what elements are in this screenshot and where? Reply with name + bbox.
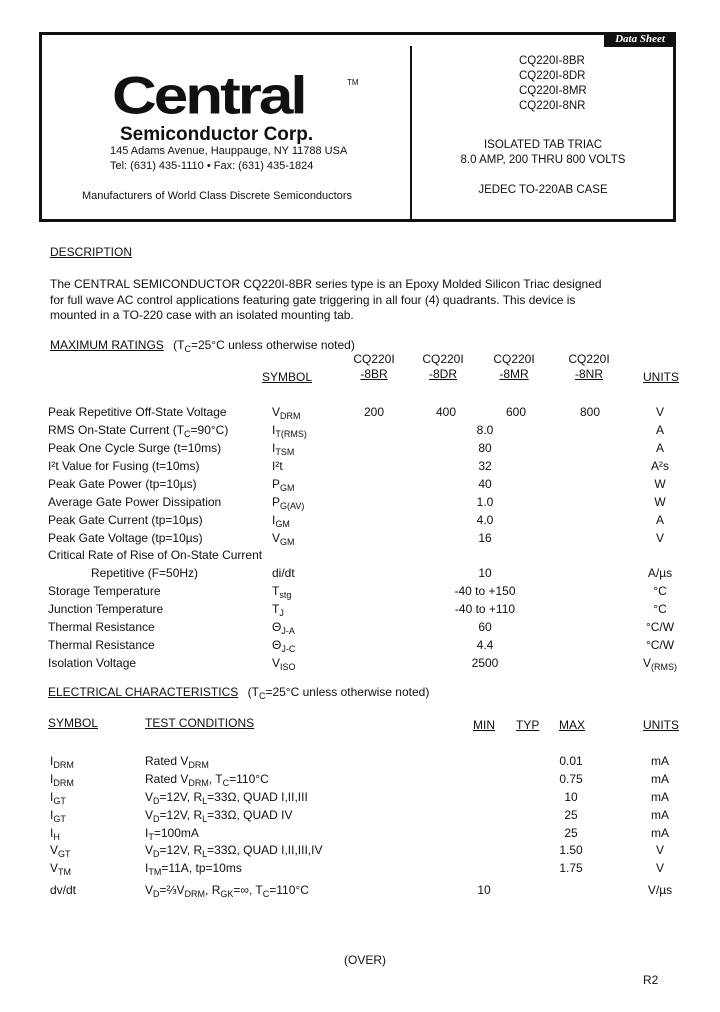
elec-condition: $I_{TM}=11A$, tp=10ms <box>145 861 242 877</box>
max-ratings-symbol-header: SYMBOL <box>262 370 313 384</box>
elec-condition: Rated $V_{DRM}$, $T_C=110^\circ C$ <box>145 772 269 788</box>
rating-unit: V <box>655 405 664 419</box>
rating-symbol: $T_{stg}$ <box>272 584 292 600</box>
rating-value: 600 <box>505 405 527 419</box>
elec-min-header: MIN <box>473 718 495 732</box>
elec-symbol: $I_{GT}$ <box>50 790 66 806</box>
description-heading: DESCRIPTION <box>50 245 133 259</box>
trademark-mark: TM <box>347 78 359 87</box>
rating-value: 2500 <box>471 656 499 670</box>
rating-parameter: Critical Rate of Rise of On-State Current <box>48 548 263 562</box>
rating-value: 4.4 <box>476 638 494 652</box>
elec-symbol: $I_H$ <box>50 826 60 842</box>
rating-value: 80 <box>478 441 492 455</box>
rating-parameter: Storage Temperature <box>48 584 161 598</box>
elec-condition: $V_D=12V$, $R_L=33\Omega$, QUAD I,II,III,IV <box>145 843 323 859</box>
elec-max: 0.75 <box>559 772 583 786</box>
device-rating: 8.0 AMP, 200 THRU 800 VOLTS <box>460 154 626 166</box>
rating-parameter: Junction Temperature <box>48 602 164 616</box>
elec-symbol: $V_{TM}$ <box>50 861 72 877</box>
elec-symbol: dv/dt <box>50 883 77 897</box>
part-number: CQ220I-8BR <box>519 55 585 67</box>
elec-unit: V/µs <box>647 883 673 897</box>
device-type: ISOLATED TAB TRIAC <box>483 139 602 151</box>
rating-value: 200 <box>363 405 385 419</box>
elec-max: 1.50 <box>559 843 583 857</box>
rating-parameter: Peak Repetitive Off-State Voltage <box>48 405 227 419</box>
rating-value: 32 <box>478 459 492 473</box>
rating-unit: °C/W <box>645 638 675 652</box>
rating-symbol: $\Theta_{J-C}$ <box>272 638 296 654</box>
elec-condition: $I_T=100mA$ <box>145 826 199 842</box>
rating-symbol: $V_{ISO}$ <box>272 656 296 672</box>
rating-value: 8.0 <box>476 423 494 437</box>
part-col-header: CQ220I -8NR <box>568 352 610 381</box>
rating-value: 10 <box>478 566 492 580</box>
elec-max: 1.75 <box>559 861 583 875</box>
description-line: for full wave AC control applications featuring gate triggering in all four (4) quadrants. This device is <box>50 292 576 307</box>
elec-condition: Rated $V_{DRM}$ <box>145 754 209 770</box>
revision-label: R2 <box>643 973 659 987</box>
rating-value: -40 to +110 <box>454 602 516 616</box>
rating-value: 400 <box>435 405 457 419</box>
elec-condition: $V_D=\frac{2}{3}V_{DRM}$, $R_{GK}=\infty$, $T_C=110^\circ C$ <box>145 883 309 899</box>
rating-symbol: $I_{TSM}$ <box>272 441 295 457</box>
part-col-header: CQ220I -8MR <box>493 352 535 381</box>
rating-symbol: $I_{GM}$ <box>272 513 290 529</box>
elec-min: 10 <box>477 883 491 897</box>
rating-unit: A²s <box>651 459 669 473</box>
part-number-list <box>519 54 587 114</box>
rating-unit: W <box>654 495 666 509</box>
rating-parameter: Repetitive (F=50Hz) <box>91 566 199 580</box>
rating-value: 800 <box>579 405 601 419</box>
elec-symbol: $I_{GT}$ <box>50 808 66 824</box>
rating-unit: A/µs <box>647 566 673 580</box>
elec-unit: mA <box>651 754 669 768</box>
rating-unit: A <box>655 441 664 455</box>
elec-heading: ELECTRICAL CHARACTERISTICS <box>48 685 239 699</box>
elec-unit: mA <box>651 772 669 786</box>
elec-symbol: $V_{GT}$ <box>50 843 71 859</box>
description-line: The CENTRAL SEMICONDUCTOR CQ220I-8BR series type is an Epoxy Molded Silicon Triac designed <box>50 277 602 291</box>
rating-parameter: Peak Gate Current (tp=10µs) <box>48 513 203 527</box>
rating-symbol: I²t <box>272 459 283 473</box>
rating-parameter: Thermal Resistance <box>48 638 155 652</box>
elec-max: 0.01 <box>559 754 583 768</box>
rating-symbol: $T_J$ <box>272 602 284 618</box>
description-text <box>50 277 602 324</box>
elec-max: 25 <box>564 826 578 840</box>
max-ratings-heading: MAXIMUM RATINGS <box>50 338 164 352</box>
rating-unit: °C/W <box>645 620 675 634</box>
rating-parameter: Peak Gate Voltage (tp=10µs) <box>48 531 203 545</box>
rating-unit: V <box>655 531 664 545</box>
rating-parameter: Thermal Resistance <box>48 620 155 634</box>
company-logo: Central <box>112 66 305 126</box>
elec-symbol: $I_{DRM}$ <box>50 754 74 770</box>
rating-value: 1.0 <box>476 495 494 509</box>
rating-symbol: $P_{GM}$ <box>272 477 295 493</box>
part-number: CQ220I-8NR <box>519 100 586 112</box>
rating-value: 40 <box>478 477 492 491</box>
rating-parameter: I²t Value for Fusing (t=10ms) <box>48 459 200 473</box>
company-phone-fax: Tel: (631) 435-1110 • Fax: (631) 435-1824 <box>110 160 314 172</box>
datasheet-tag: Data Sheet <box>604 32 676 47</box>
rating-parameter: RMS On-State Current $(T_C=90^\circ C)$ <box>48 423 229 439</box>
elec-max-header: MAX <box>559 718 586 732</box>
elec-typ-header: TYP <box>516 718 540 732</box>
rating-unit: A <box>655 513 664 527</box>
part-col-header: CQ220I -8DR <box>422 352 464 381</box>
part-number: CQ220I-8DR <box>519 70 586 82</box>
elec-unit: mA <box>651 790 669 804</box>
rating-unit: A <box>655 423 664 437</box>
elec-units-header: UNITS <box>643 718 679 732</box>
over-note: (OVER) <box>344 953 386 967</box>
rating-symbol: di/dt <box>272 566 295 580</box>
elec-symbol: $I_{DRM}$ <box>50 772 74 788</box>
rating-value: 60 <box>478 620 492 634</box>
elec-test-header: TEST CONDITIONS <box>145 716 255 730</box>
company-tagline: Manufacturers of World Class Discrete Semiconductors <box>82 190 353 202</box>
part-col-header: CQ220I -8BR <box>353 352 395 381</box>
elec-condition: $V_D=12V$, $R_L=33\Omega$, QUAD I,II,III <box>145 790 308 806</box>
elec-unit: V <box>655 861 664 875</box>
rating-symbol: $\Theta_{J-A}$ <box>272 620 295 636</box>
rating-parameter: Isolation Voltage <box>48 656 137 670</box>
elec-unit: V <box>655 843 664 857</box>
rating-value: 16 <box>478 531 492 545</box>
rating-unit: $V_{(RMS)}$ <box>642 656 677 672</box>
company-name: Semiconductor Corp. <box>120 124 314 145</box>
rating-symbol: $P_{G(AV)}$ <box>272 495 305 511</box>
elec-max: 25 <box>564 808 578 822</box>
rating-symbol: $V_{GM}$ <box>272 531 295 547</box>
description-line: mounted in a TO-220 case with an isolated mounting tab. <box>50 308 354 322</box>
rating-value: 4.0 <box>476 513 494 527</box>
max-ratings-condition: ($T_C=25^\circ C$ unless otherwise noted) <box>173 338 355 354</box>
rating-symbol: $V_{DRM}$ <box>272 405 301 421</box>
company-address: 145 Adams Avenue, Hauppauge, NY 11788 USA <box>110 145 348 157</box>
part-number: CQ220I-8MR <box>519 85 587 97</box>
elec-unit: mA <box>651 826 669 840</box>
elec-title <box>48 685 429 701</box>
rating-parameter: Peak Gate Power (tp=10µs) <box>48 477 197 491</box>
rating-value: -40 to +150 <box>454 584 516 598</box>
device-case: JEDEC TO-220AB CASE <box>478 184 608 196</box>
rating-symbol: $I_{T(RMS)}$ <box>272 423 307 439</box>
elec-unit: mA <box>651 808 669 822</box>
elec-symbol-header: SYMBOL <box>48 716 99 730</box>
rating-unit: °C <box>653 602 667 616</box>
rating-parameter: Peak One Cycle Surge (t=10ms) <box>48 441 222 455</box>
elec-max: 10 <box>564 790 578 804</box>
max-ratings-units-header: UNITS <box>643 370 679 384</box>
max-ratings-title <box>50 338 355 354</box>
rating-parameter: Average Gate Power Dissipation <box>48 495 222 509</box>
rating-unit: W <box>654 477 666 491</box>
elec-condition: ($T_C=25^\circ C$ unless otherwise noted) <box>247 685 430 701</box>
elec-condition: $V_D=12V$, $R_L=33\Omega$, QUAD IV <box>145 808 293 824</box>
rating-unit: °C <box>653 584 667 598</box>
